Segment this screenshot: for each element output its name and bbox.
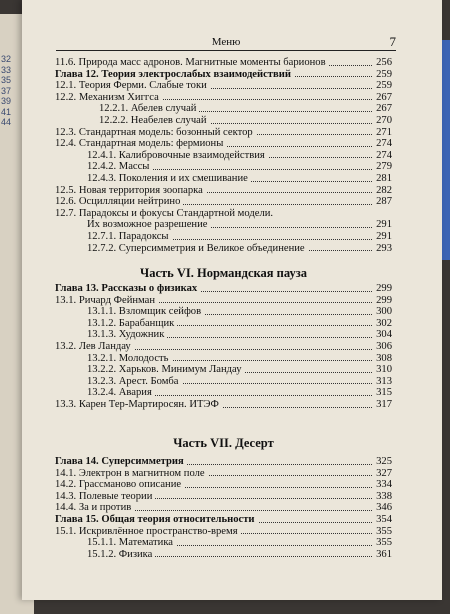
- toc-entry-page: 267: [373, 92, 392, 104]
- toc-entry-page: 287: [373, 196, 392, 208]
- toc-chapter-entry: [55, 456, 392, 468]
- toc-entry: [55, 243, 392, 255]
- toc-entry-page: 279: [373, 161, 392, 173]
- toc-entry-page: 259: [373, 69, 392, 81]
- toc-entry-label: 14.2. Грассманово описание: [55, 479, 184, 491]
- toc-entry-page: 300: [373, 306, 392, 318]
- toc-entry: [55, 479, 392, 491]
- toc-entry-page: 325: [373, 456, 392, 468]
- toc-entry-label: 13.1.3. Художник: [87, 329, 167, 341]
- toc-entry-label: Глава 12. Теория электрослабых взаимодействий: [55, 69, 294, 81]
- toc-entry: [55, 196, 392, 208]
- toc-entry-page: 293: [373, 243, 392, 255]
- toc-entry: [55, 219, 392, 231]
- toc-entry-page: 338: [373, 491, 392, 503]
- toc-entry-label: 12.4.2. Массы: [87, 161, 152, 173]
- underlying-page-number: 37: [1, 85, 12, 96]
- toc-entry: [55, 491, 392, 503]
- part-title-6: Часть VI. Нормандская пауза: [140, 266, 307, 280]
- toc-entry: [55, 208, 392, 220]
- toc-entry: [55, 549, 392, 561]
- book-page: [22, 0, 442, 600]
- toc-entry-page: 354: [373, 514, 392, 526]
- toc-entry-label: 13.1.2. Барабанщик: [87, 318, 177, 330]
- toc-entry-page: 281: [373, 173, 392, 185]
- toc-entry: [55, 150, 392, 162]
- toc-entry: [55, 138, 392, 150]
- header-title: Меню: [211, 36, 241, 48]
- toc-entry: [55, 537, 392, 549]
- toc-entry: [55, 364, 392, 376]
- toc-section-chapter-11-12: [55, 57, 392, 254]
- toc-entry-label: 15.1.1. Математика: [87, 537, 176, 549]
- toc-entry: [55, 376, 392, 388]
- toc-entry-label: Глава 15. Общая теория относительности: [55, 514, 258, 526]
- toc-entry: [55, 103, 392, 115]
- toc-entry: [55, 353, 392, 365]
- toc-entry-page: 270: [373, 115, 392, 127]
- toc-entry-page: 355: [373, 537, 392, 549]
- toc-entry-label: 13.1. Ричард Фейнман: [55, 295, 158, 307]
- toc-entry-label: Глава 14. Суперсимметрия: [55, 456, 187, 468]
- toc-entry-page: 346: [373, 502, 392, 514]
- toc-entry: [55, 57, 392, 69]
- underlying-page-number: 39: [1, 96, 12, 106]
- toc-section-part-7: [55, 456, 392, 560]
- toc-entry-page: 299: [373, 283, 392, 295]
- toc-entry-label: Их возможное разрешение: [87, 219, 210, 231]
- toc-entry-page: 274: [373, 150, 392, 162]
- toc-entry-label: 14.3. Полевые теории: [55, 491, 155, 503]
- toc-entry-page: 306: [373, 341, 392, 353]
- toc-entry-label: 13.2.3. Арест. Бомба: [87, 376, 182, 388]
- underlying-page-number: 32: [1, 54, 12, 64]
- header-page-number: 7: [389, 34, 396, 49]
- underlying-page-number: 41: [1, 106, 12, 117]
- part-title-7: Часть VII. Десерт: [173, 436, 274, 450]
- toc-entry: [55, 231, 392, 243]
- toc-entry-page: 291: [373, 219, 392, 231]
- toc-entry: [55, 115, 392, 127]
- toc-entry-page: 308: [373, 353, 392, 365]
- toc-entry-label: 12.2.2. Неабелев случай: [99, 115, 210, 127]
- underlying-page-number: 33: [1, 64, 12, 75]
- toc-entry: [55, 526, 392, 538]
- toc-entry-page: 334: [373, 479, 392, 491]
- toc-section-part-6: [55, 283, 392, 411]
- toc-entry-page: 271: [373, 127, 392, 139]
- toc-entry-label: 13.2.1. Молодость: [87, 353, 172, 365]
- toc-entry: [55, 387, 392, 399]
- toc-entry-label: 12.7.2. Суперсимметрия и Великое объединение: [87, 243, 308, 255]
- toc-entry-label: 13.2.4. Авария: [87, 387, 155, 399]
- toc-entry-page: 327: [373, 468, 392, 480]
- toc-entry-page: 313: [373, 376, 392, 388]
- toc-chapter-entry: [55, 283, 392, 295]
- toc-entry-label: 13.3. Карен Тер-Мартиросян. ИТЭФ: [55, 399, 222, 411]
- toc-entry-label: 15.1. Искривлённое пространство-время: [55, 526, 241, 538]
- toc-entry-label: 13.2. Лев Ландау: [55, 341, 134, 353]
- underlying-page-numbers: [1, 54, 15, 128]
- toc-entry-label: 13.1.1. Взломщик сейфов: [87, 306, 204, 318]
- toc-entry-page: 361: [373, 549, 392, 561]
- toc-entry-label: 12.7.1. Парадоксы: [87, 231, 172, 243]
- toc-entry: [55, 468, 392, 480]
- running-header: [56, 36, 396, 51]
- toc-entry-label: 14.4. За и против: [55, 502, 134, 514]
- toc-entry: [55, 295, 392, 307]
- toc-entry-label: 12.3. Стандартная модель: бозонный сектор: [55, 127, 256, 139]
- toc-entry-page: 259: [373, 80, 392, 92]
- toc-entry-label: 11.6. Природа масс адронов. Магнитные моменты барионов: [55, 57, 329, 69]
- toc-entry-page: 317: [373, 399, 392, 411]
- toc-entry-label: 12.2.1. Абелев случай: [99, 103, 199, 115]
- toc-entry: [55, 306, 392, 318]
- toc-entry-label: 12.7. Парадоксы и фокусы Стандартной модели.: [55, 208, 276, 220]
- toc-entry-label: 12.1. Теория Ферми. Слабые токи: [55, 80, 210, 92]
- toc-entry-page: 291: [373, 231, 392, 243]
- toc-entry-label: 12.2. Механизм Хиггса: [55, 92, 162, 104]
- toc-entry-page: 304: [373, 329, 392, 341]
- toc-entry-label: 12.4.1. Калибровочные взаимодействия: [87, 150, 268, 162]
- toc-entry-page: 302: [373, 318, 392, 330]
- toc-entry-page: 299: [373, 295, 392, 307]
- toc-entry-page: 310: [373, 364, 392, 376]
- toc-entry: [55, 341, 392, 353]
- toc-chapter-entry: [55, 69, 392, 81]
- toc-entry: [55, 185, 392, 197]
- toc-entry-page: 315: [373, 387, 392, 399]
- toc-entry: [55, 127, 392, 139]
- underlying-page-number: 44: [1, 117, 12, 127]
- toc-entry-page: 274: [373, 138, 392, 150]
- toc-entry-page: 355: [373, 526, 392, 538]
- toc-entry-label: 12.5. Новая территория зоопарка: [55, 185, 206, 197]
- toc-chapter-entry: [55, 514, 392, 526]
- toc-entry-page: 282: [373, 185, 392, 197]
- toc-entry-label: 13.2.2. Харьков. Минимум Ландау: [87, 364, 245, 376]
- blue-book-edge: [442, 40, 450, 260]
- toc-entry: [55, 502, 392, 514]
- toc-entry: [55, 318, 392, 330]
- toc-entry-label: 12.4.3. Поколения и их смешивание: [87, 173, 251, 185]
- toc-entry-label: 12.4. Стандартная модель: фермионы: [55, 138, 226, 150]
- toc-entry-label: Глава 13. Рассказы о физиках: [55, 283, 200, 295]
- underlying-page-number: 35: [1, 75, 12, 85]
- toc-entry-label: 12.6. Осцилляции нейтрино: [55, 196, 183, 208]
- toc-entry-page: 256: [373, 57, 392, 69]
- toc-entry: [55, 161, 392, 173]
- toc-entry-label: 14.1. Электрон в магнитном поле: [55, 468, 208, 480]
- toc-entry: [55, 80, 392, 92]
- toc-entry: [55, 399, 392, 411]
- toc-entry-label: 15.1.2. Физика: [87, 549, 155, 561]
- toc-entry: [55, 329, 392, 341]
- toc-entry: [55, 173, 392, 185]
- toc-entry-page: 267: [373, 103, 392, 115]
- toc-entry: [55, 92, 392, 104]
